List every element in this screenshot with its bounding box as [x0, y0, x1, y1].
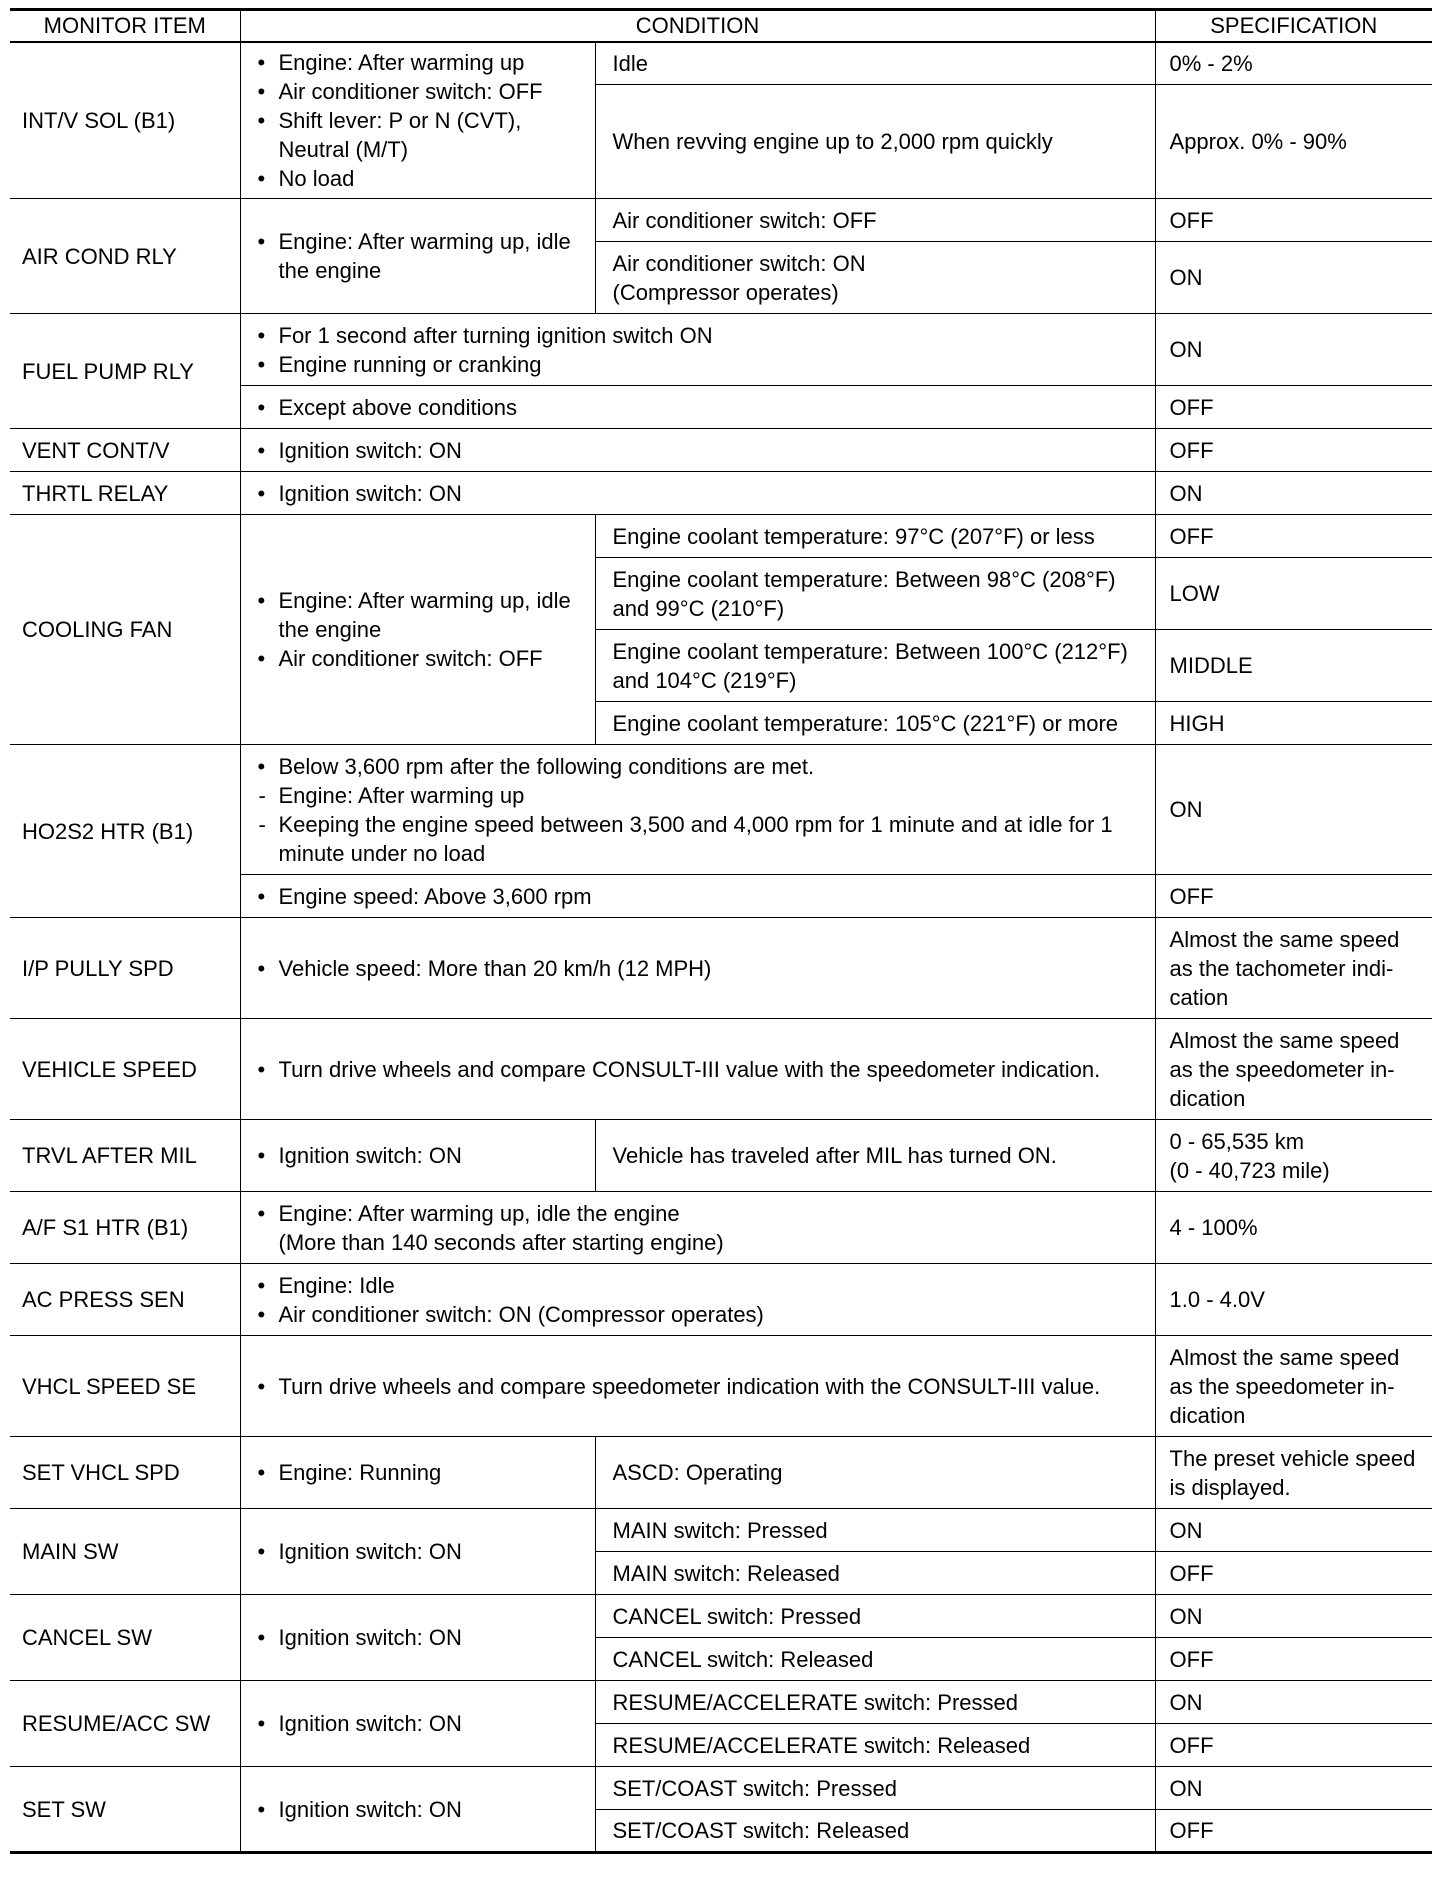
- condition-cell: [240, 472, 1155, 515]
- sub-condition: Air conditioner switch: OFF: [595, 199, 1155, 242]
- condition-cell: [240, 386, 1155, 429]
- specification-value: ON: [1155, 1681, 1432, 1724]
- condition-cell: [240, 199, 595, 314]
- condition-cell: [240, 1437, 595, 1509]
- specification-value: Almost the same speed as the speedometer in-dication: [1155, 1019, 1432, 1120]
- condition-cell: [240, 918, 1155, 1019]
- condition-bullet: • Vehicle speed: More than 20 km/h (12 MPH): [254, 954, 1147, 983]
- specification-value: 4 - 100%: [1155, 1192, 1432, 1264]
- specification-value: ON: [1155, 242, 1432, 314]
- condition-cell: [240, 875, 1155, 918]
- condition-cell: [240, 1019, 1155, 1120]
- monitor-item: I/P PULLY SPD: [10, 918, 240, 1019]
- condition-cell: [240, 1120, 595, 1192]
- sub-condition: SET/COAST switch: Pressed: [595, 1767, 1155, 1810]
- condition-bullet: • Ignition switch: ON: [254, 436, 1147, 465]
- condition-list: [254, 882, 1147, 911]
- monitor-item: VHCL SPEED SE: [10, 1336, 240, 1437]
- condition-bullet: • Ignition switch: ON: [254, 1537, 587, 1566]
- sub-condition-line: (Compressor operates): [612, 279, 839, 305]
- condition-dash: - Keeping the engine speed between 3,500 and 4,000 rpm for 1 minute and at idle for 1 minute under no load: [254, 810, 1147, 868]
- table-row: [10, 918, 1432, 1019]
- monitor-item: TRVL AFTER MIL: [10, 1120, 240, 1192]
- condition-bullet: • Shift lever: P or N (CVT), Neutral (M/T): [254, 106, 587, 164]
- monitor-item: MAIN SW: [10, 1509, 240, 1595]
- condition-list: [254, 752, 1147, 868]
- condition-list: [254, 1458, 587, 1487]
- specification-value: 1.0 - 4.0V: [1155, 1264, 1432, 1336]
- condition-line: Engine: After warming up, idle the engine: [278, 1200, 680, 1226]
- table-row: [10, 1509, 1432, 1552]
- condition-bullet: • Below 3,600 rpm after the following conditions are met.: [254, 752, 1147, 781]
- condition-bullet: • Turn drive wheels and compare speedometer indication with the CONSULT-III value.: [254, 1372, 1147, 1401]
- condition-list: [254, 48, 587, 193]
- sub-condition: SET/COAST switch: Released: [595, 1810, 1155, 1853]
- sub-condition: Idle: [595, 42, 1155, 85]
- condition-bullet: • Engine: After warming up: [254, 48, 587, 77]
- monitor-item: THRTL RELAY: [10, 472, 240, 515]
- specification-value: HIGH: [1155, 702, 1432, 745]
- condition-line: (More than 140 seconds after starting engine): [278, 1229, 724, 1255]
- monitor-item-table: [10, 8, 1432, 1854]
- sub-condition: Engine coolant temperature: Between 98°C (208°F) and 99°C (210°F): [595, 558, 1155, 630]
- condition-list: [254, 586, 587, 673]
- sub-condition: [595, 242, 1155, 314]
- specification-value: ON: [1155, 1509, 1432, 1552]
- condition-bullet: • Engine: After warming up, idle the engine: [254, 586, 587, 644]
- table-row: [10, 515, 1432, 558]
- monitor-item: VENT CONT/V: [10, 429, 240, 472]
- monitor-item: AC PRESS SEN: [10, 1264, 240, 1336]
- condition-cell: [240, 745, 1155, 875]
- sub-condition: MAIN switch: Pressed: [595, 1509, 1155, 1552]
- specification-value: ON: [1155, 1595, 1432, 1638]
- condition-bullet: • Air conditioner switch: OFF: [254, 77, 587, 106]
- specification-value: Approx. 0% - 90%: [1155, 85, 1432, 199]
- condition-cell: [240, 1767, 595, 1853]
- specification-value: LOW: [1155, 558, 1432, 630]
- condition-list: [254, 1055, 1147, 1084]
- specification-value: 0% - 2%: [1155, 42, 1432, 85]
- condition-list: [254, 1537, 587, 1566]
- table-row: [10, 314, 1432, 386]
- table-header-row: [10, 10, 1432, 42]
- specification-value: OFF: [1155, 875, 1432, 918]
- sub-condition-line: Air conditioner switch: ON: [612, 250, 866, 276]
- table-row: [10, 42, 1432, 85]
- condition-bullet: • Engine: After warming up, idle the engine: [254, 227, 587, 285]
- specification-value: ON: [1155, 1767, 1432, 1810]
- table-row: [10, 1681, 1432, 1724]
- condition-cell: [240, 1264, 1155, 1336]
- monitor-item: COOLING FAN: [10, 515, 240, 745]
- monitor-item: SET SW: [10, 1767, 240, 1853]
- condition-list: [254, 1141, 587, 1170]
- specification-value: OFF: [1155, 199, 1432, 242]
- condition-dash: - Engine: After warming up: [254, 781, 1147, 810]
- condition-list: [254, 1271, 1147, 1329]
- specification-value: [1155, 1120, 1432, 1192]
- table-row: [10, 199, 1432, 242]
- sub-condition: Vehicle has traveled after MIL has turned ON.: [595, 1120, 1155, 1192]
- monitor-item: VEHICLE SPEED: [10, 1019, 240, 1120]
- specification-value: OFF: [1155, 386, 1432, 429]
- specification-value: OFF: [1155, 1638, 1432, 1681]
- specification-value: OFF: [1155, 515, 1432, 558]
- condition-list: [254, 436, 1147, 465]
- sub-condition: CANCEL switch: Pressed: [595, 1595, 1155, 1638]
- condition-bullet: [254, 1199, 1147, 1257]
- condition-cell: [240, 515, 595, 745]
- header-condition: CONDITION: [240, 10, 1155, 42]
- condition-bullet: • Ignition switch: ON: [254, 479, 1147, 508]
- monitor-item: AIR COND RLY: [10, 199, 240, 314]
- condition-bullet: • Air conditioner switch: ON (Compressor operates): [254, 1300, 1147, 1329]
- condition-list: [254, 1372, 1147, 1401]
- condition-list: [254, 954, 1147, 983]
- sub-condition: CANCEL switch: Released: [595, 1638, 1155, 1681]
- condition-cell: [240, 1192, 1155, 1264]
- sub-condition: RESUME/ACCELERATE switch: Released: [595, 1724, 1155, 1767]
- sub-condition: Engine coolant temperature: 97°C (207°F) or less: [595, 515, 1155, 558]
- condition-bullet: • Engine running or cranking: [254, 350, 1147, 379]
- table-row: [10, 1192, 1432, 1264]
- specification-value: ON: [1155, 472, 1432, 515]
- condition-cell: [240, 1336, 1155, 1437]
- table-row: [10, 429, 1432, 472]
- sub-condition: When revving engine up to 2,000 rpm quickly: [595, 85, 1155, 199]
- specification-value: OFF: [1155, 1810, 1432, 1853]
- condition-list: [254, 227, 587, 285]
- condition-list: [254, 321, 1147, 379]
- specification-value: The preset vehicle speed is displayed.: [1155, 1437, 1432, 1509]
- condition-cell: [240, 1509, 595, 1595]
- specification-value: MIDDLE: [1155, 630, 1432, 702]
- condition-list: [254, 1795, 587, 1824]
- condition-bullet: • Ignition switch: ON: [254, 1795, 587, 1824]
- condition-list: [254, 479, 1147, 508]
- condition-bullet: • Engine speed: Above 3,600 rpm: [254, 882, 1147, 911]
- specification-value: OFF: [1155, 429, 1432, 472]
- monitor-item: HO2S2 HTR (B1): [10, 745, 240, 918]
- condition-bullet: • Ignition switch: ON: [254, 1623, 587, 1652]
- table-row: [10, 1336, 1432, 1437]
- condition-bullet: • Ignition switch: ON: [254, 1141, 587, 1170]
- condition-bullet: • Ignition switch: ON: [254, 1709, 587, 1738]
- condition-cell: [240, 429, 1155, 472]
- specification-value: OFF: [1155, 1552, 1432, 1595]
- monitor-item: SET VHCL SPD: [10, 1437, 240, 1509]
- table-row: [10, 472, 1432, 515]
- condition-bullet: • Turn drive wheels and compare CONSULT-III value with the speedometer indication.: [254, 1055, 1147, 1084]
- specification-value: OFF: [1155, 1724, 1432, 1767]
- table-row: [10, 1437, 1432, 1509]
- condition-list: [254, 1199, 1147, 1257]
- condition-list: [254, 1709, 587, 1738]
- condition-bullet: • Except above conditions: [254, 393, 1147, 422]
- specification-line: (0 - 40,723 mile): [1169, 1157, 1330, 1183]
- specification-value: ON: [1155, 314, 1432, 386]
- monitor-item: A/F S1 HTR (B1): [10, 1192, 240, 1264]
- condition-cell: [240, 1681, 595, 1767]
- header-monitor-item: MONITOR ITEM: [10, 10, 240, 42]
- condition-cell: [240, 314, 1155, 386]
- header-specification: SPECIFICATION: [1155, 10, 1432, 42]
- table-row: [10, 1767, 1432, 1810]
- sub-condition: RESUME/ACCELERATE switch: Pressed: [595, 1681, 1155, 1724]
- table-row: [10, 1595, 1432, 1638]
- sub-condition: Engine coolant temperature: Between 100°C (212°F) and 104°C (219°F): [595, 630, 1155, 702]
- condition-bullet: • Engine: Idle: [254, 1271, 1147, 1300]
- table-row: [10, 745, 1432, 875]
- condition-cell: [240, 42, 595, 199]
- sub-condition: MAIN switch: Released: [595, 1552, 1155, 1595]
- specification-value: Almost the same speed as the speedometer in-dication: [1155, 1336, 1432, 1437]
- specification-value: Almost the same speed as the tachometer indi-cation: [1155, 918, 1432, 1019]
- table-row: [10, 1264, 1432, 1336]
- condition-bullet: • Air conditioner switch: OFF: [254, 644, 587, 673]
- specification-line: 0 - 65,535 km: [1169, 1128, 1305, 1154]
- monitor-item: RESUME/ACC SW: [10, 1681, 240, 1767]
- condition-bullet: • No load: [254, 164, 587, 193]
- specification-value: ON: [1155, 745, 1432, 875]
- table-row: [10, 1120, 1432, 1192]
- condition-list: [254, 393, 1147, 422]
- sub-condition: Engine coolant temperature: 105°C (221°F) or more: [595, 702, 1155, 745]
- condition-cell: [240, 1595, 595, 1681]
- sub-condition: ASCD: Operating: [595, 1437, 1155, 1509]
- condition-list: [254, 1623, 587, 1652]
- monitor-item: INT/V SOL (B1): [10, 42, 240, 199]
- condition-bullet: • For 1 second after turning ignition switch ON: [254, 321, 1147, 350]
- monitor-item: CANCEL SW: [10, 1595, 240, 1681]
- condition-bullet: • Engine: Running: [254, 1458, 587, 1487]
- table-row: [10, 1019, 1432, 1120]
- monitor-item: FUEL PUMP RLY: [10, 314, 240, 429]
